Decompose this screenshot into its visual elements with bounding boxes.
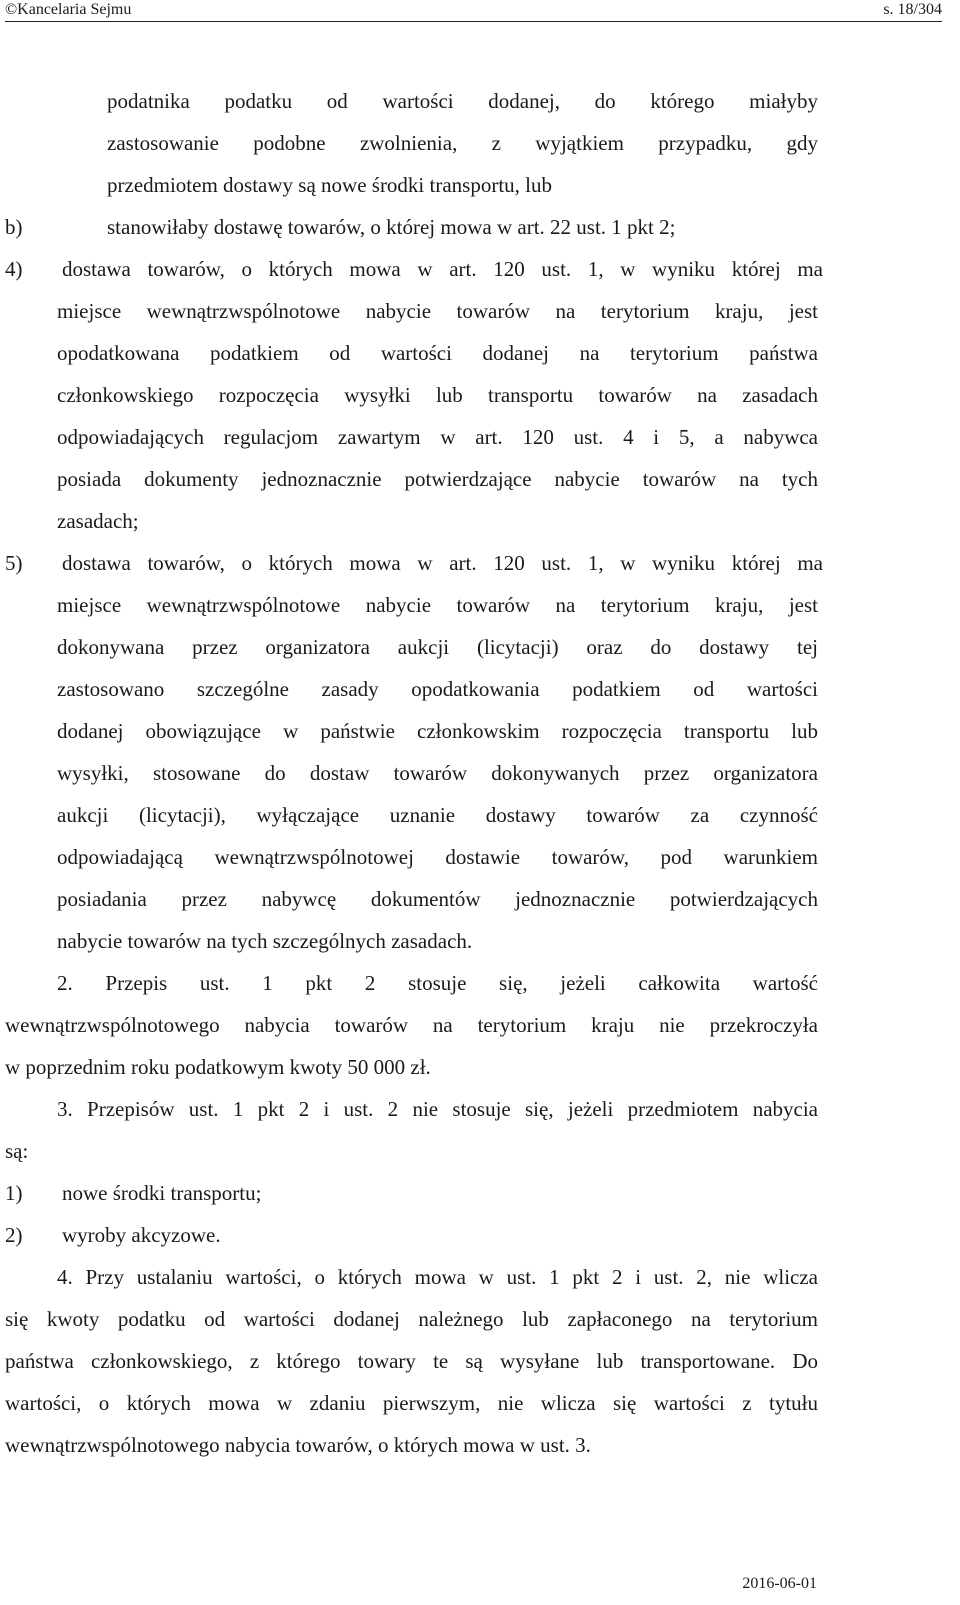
text-line: odpowiadającą wewnątrzwspólnotowej dostawie towarów, pod warunkiem <box>57 845 818 869</box>
page-header <box>5 0 942 22</box>
paragraph-4-line: 4. Przy ustalaniu wartości, o których mowa w ust. 1 pkt 2 i ust. 2, nie wlicza <box>57 1265 818 1289</box>
text-line: dodanej obowiązujące w państwie członkowskim rozpoczęcia transportu lub <box>57 719 818 743</box>
paragraph-3-line: 3. Przepisów ust. 1 pkt 2 i ust. 2 nie stosuje się, jeżeli przedmiotem nabycia <box>57 1097 818 1121</box>
text-line: wysyłki, stosowane do dostaw towarów dokonywanych przez organizatora <box>57 761 818 785</box>
item-number: 2) <box>5 1223 23 1247</box>
list-item <box>5 1172 823 1214</box>
item-text: dostawa towarów, o których mowa w art. 120 ust. 1, w wyniku której ma <box>62 257 823 281</box>
document-body <box>0 80 960 1466</box>
item-text: dostawa towarów, o których mowa w art. 120 ust. 1, w wyniku której ma <box>62 551 823 575</box>
text-line: nabycie towarów na tych szczególnych zasadach. <box>57 929 473 953</box>
text-line: miejsce wewnątrzwspólnotowe nabycie towarów na terytorium kraju, jest <box>57 299 818 323</box>
text-line: dokonywana przez organizatora aukcji (licytacji) oraz do dostawy tej <box>57 635 818 659</box>
list-item-4 <box>5 248 823 290</box>
paragraph-4-line: wartości, o których mowa w zdaniu pierwszym, nie wlicza się wartości z tytułu <box>5 1391 818 1415</box>
text-line: posiada dokumenty jednoznacznie potwierdzające nabycie towarów na tych <box>57 467 818 491</box>
list-item-b <box>5 206 818 248</box>
paragraph-3-line: są: <box>5 1139 29 1163</box>
text-line: opodatkowana podatkiem od wartości dodanej na terytorium państwa <box>57 341 818 365</box>
text-line: członkowskiego rozpoczęcia wysyłki lub transportu towarów na zasadach <box>57 383 818 407</box>
item-number: b) <box>5 215 23 239</box>
text-line: aukcji (licytacji), wyłączające uznanie dostawy towarów za czynność <box>57 803 818 827</box>
paragraph-2-line: 2. Przepis ust. 1 pkt 2 stosuje się, jeżeli całkowita wartość <box>57 971 818 995</box>
item-number: 5) <box>5 551 23 575</box>
text-line: miejsce wewnątrzwspólnotowe nabycie towarów na terytorium kraju, jest <box>57 593 818 617</box>
item-number: 1) <box>5 1181 23 1205</box>
text-line: posiadania przez nabywcę dokumentów jednoznacznie potwierdzających <box>57 887 818 911</box>
header-divider <box>5 21 942 22</box>
list-item-5 <box>5 542 823 584</box>
item-text: wyroby akcyzowe. <box>62 1223 221 1247</box>
paragraph-2-line: w poprzednim roku podatkowym kwoty 50 000 zł. <box>5 1055 431 1079</box>
footer-date: 2016-06-01 <box>742 1575 817 1592</box>
text-line: zasadach; <box>57 509 139 533</box>
paragraph-2-line: wewnątrzwspólnotowego nabycia towarów na terytorium kraju nie przekroczyła <box>5 1013 818 1037</box>
copyright-label: ©Kancelaria Sejmu <box>5 1 132 18</box>
item-number: 4) <box>5 257 23 281</box>
item-text: nowe środki transportu; <box>62 1181 262 1205</box>
text-line: odpowiadających regulacjom zawartym w art. 120 ust. 4 i 5, a nabywca <box>57 425 818 449</box>
text-line: przedmiotem dostawy są nowe środki transportu, lub <box>107 173 552 197</box>
item-text: stanowiłaby dostawę towarów, o której mowa w art. 22 ust. 1 pkt 2; <box>107 215 676 239</box>
list-item <box>5 1214 823 1256</box>
paragraph-4-line: państwa członkowskiego, z którego towary te są wysyłane lub transportowane. Do <box>5 1349 818 1373</box>
page-number: s. 18/304 <box>883 1 942 18</box>
text-line: podatnika podatku od wartości dodanej, do którego miałyby <box>107 89 818 113</box>
text-line: zastosowano szczególne zasady opodatkowania podatkiem od wartości <box>57 677 818 701</box>
paragraph-4-line: wewnątrzwspólnotowego nabycia towarów, o których mowa w ust. 3. <box>5 1433 591 1457</box>
text-line: zastosowanie podobne zwolnienia, z wyjątkiem przypadku, gdy <box>107 131 818 155</box>
paragraph-4-line: się kwoty podatku od wartości dodanej należnego lub zapłaconego na terytorium <box>5 1307 818 1331</box>
